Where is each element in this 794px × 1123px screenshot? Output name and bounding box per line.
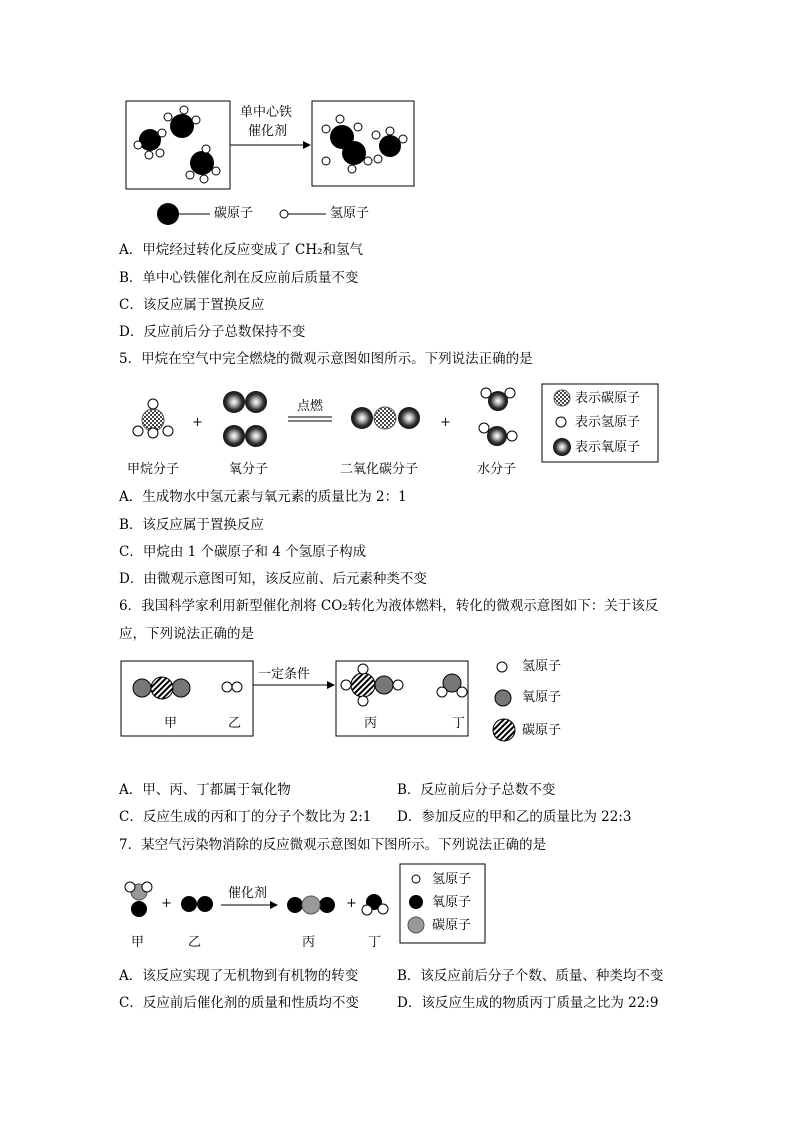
co2-molecule: [133, 677, 190, 699]
reaction-condition: 点燃: [297, 399, 324, 414]
q6-option-b: B．反应前后分子总数不变: [397, 782, 556, 798]
water-molecule: [437, 674, 467, 697]
legend-hydrogen-label: 表示氢原子: [575, 415, 641, 430]
plus-sign: +: [346, 896, 357, 911]
hydrogen-molecule: [222, 682, 242, 692]
q5-option-d: D．由微观示意图可知，该反应前、后元素种类不变: [119, 571, 427, 587]
q5-option-c: C．甲烷由 1 个碳原子和 4 个氢原子构成: [119, 544, 367, 560]
carbon-atom-legend-icon: [554, 390, 570, 406]
hydrogen-atom-legend-icon: [280, 210, 288, 218]
label-ding: 丁: [452, 716, 466, 731]
oxygen-molecule: [181, 896, 213, 912]
q4-option-b: B．单中心铁催化剂在反应前后质量不变: [119, 270, 359, 286]
q4-option-c: C．该反应属于置换反应: [119, 297, 265, 313]
q4-option-d: D．反应前后分子总数保持不变: [119, 324, 306, 340]
label-co2: 二氧化碳分子: [340, 462, 419, 477]
label-jia: 甲: [164, 716, 178, 731]
legend-oxygen-label: 氧原子: [432, 895, 472, 910]
label-bing: 丙: [364, 716, 378, 731]
legend-oxygen-label: 氧原子: [522, 690, 562, 705]
oxygen-molecule: [223, 391, 267, 413]
methane-molecule: [164, 106, 200, 138]
oxygen-atom-legend-icon: [495, 690, 511, 706]
hydrogen-atom-legend-icon: [556, 417, 566, 427]
legend-carbon-label: 碳原子: [522, 723, 562, 738]
oxygen-atom-legend-icon: [553, 438, 571, 456]
methane-molecule: [133, 399, 173, 438]
arrow-condition-line2: 催化剂: [248, 124, 288, 139]
arrow-condition-line1: 单中心铁: [240, 105, 293, 120]
label-methane: 甲烷分子: [127, 462, 180, 477]
q6-stem-line2: 应，下列说法正确的是: [119, 626, 254, 642]
legend-hydrogen-label: 氢原子: [432, 872, 472, 887]
hydrogen-atom-legend-icon: [497, 662, 507, 672]
water-molecule: [362, 894, 388, 915]
q6-option-a: A．甲、丙、丁都属于氧化物: [119, 782, 291, 798]
q7-stem: 7．某空气污染物消除的反应微观示意图如下图所示。下列说法正确的是: [119, 837, 547, 853]
product-molecule: [322, 115, 372, 173]
water-molecule: [479, 423, 517, 446]
oxygen-molecule: [223, 425, 267, 447]
plus-sign: +: [192, 415, 203, 430]
methanol-molecule: [341, 664, 403, 706]
reaction-condition: 催化剂: [228, 886, 268, 901]
co2-molecule: [287, 896, 335, 914]
legend-carbon-label: 碳原子: [214, 206, 254, 221]
q6-option-c: C．反应生成的丙和丁的分子个数比为 2:1: [119, 809, 372, 825]
legend-hydrogen-label: 氢原子: [522, 659, 562, 674]
formaldehyde-molecule: [125, 882, 152, 917]
methane-molecule: [186, 145, 220, 183]
q7-option-a: A．该反应实现了无机物到有机物的转变: [119, 968, 359, 984]
label-yi: 乙: [188, 935, 202, 950]
water-molecule: [481, 388, 515, 411]
q7-option-d: D．该反应生成的物质丙丁质量之比为 22:9: [397, 995, 659, 1011]
legend-hydrogen-label: 氢原子: [330, 206, 370, 221]
q6-stem-line1: 6．我国科学家利用新型催化剂将 CO₂转化为液体燃料，转化的微观示意图如下：关于该反: [119, 598, 659, 614]
legend-carbon-label: 碳原子: [432, 918, 472, 933]
label-water: 水分子: [477, 462, 517, 477]
q6-option-d: D．参加反应的甲和乙的质量比为 22:3: [397, 809, 632, 825]
methane-molecule: [134, 129, 166, 159]
carbon-atom-legend-icon: [157, 203, 179, 225]
reaction-condition: 一定条件: [258, 667, 311, 682]
carbon-atom-legend-icon: [493, 719, 515, 741]
legend-oxygen-label: 表示氧原子: [575, 440, 641, 455]
product-molecule: [372, 127, 407, 163]
label-jia: 甲: [131, 935, 145, 950]
q7-option-c: C．反应前后催化剂的质量和性质均不变: [119, 995, 359, 1011]
oxygen-atom-legend-icon: [409, 895, 423, 909]
q4-option-a: A．甲烷经过转化反应变成了 CH₂和氢气: [119, 242, 364, 258]
q7-option-b: B．该反应前后分子个数、质量、种类均不变: [397, 968, 664, 984]
label-ding: 丁: [368, 935, 382, 950]
label-oxygen: 氧分子: [229, 462, 269, 477]
label-bing: 丙: [302, 935, 316, 950]
q5-option-b: B．该反应属于置换反应: [119, 517, 264, 533]
q5-option-a: A．生成物水中氢元素与氧元素的质量比为 2：1: [119, 489, 407, 505]
hydrogen-atom-legend-icon: [412, 875, 420, 883]
carbon-atom-legend-icon: [408, 917, 424, 933]
co2-molecule: [351, 407, 420, 429]
label-yi: 乙: [228, 716, 242, 731]
legend-carbon-label: 表示碳原子: [575, 391, 641, 406]
q6-reaction-diagram: [120, 655, 590, 747]
plus-sign: +: [161, 896, 172, 911]
q5-stem: 5．甲烷在空气中完全燃烧的微观示意图如图所示。下列说法正确的是: [119, 351, 533, 367]
plus-sign: +: [440, 415, 451, 430]
